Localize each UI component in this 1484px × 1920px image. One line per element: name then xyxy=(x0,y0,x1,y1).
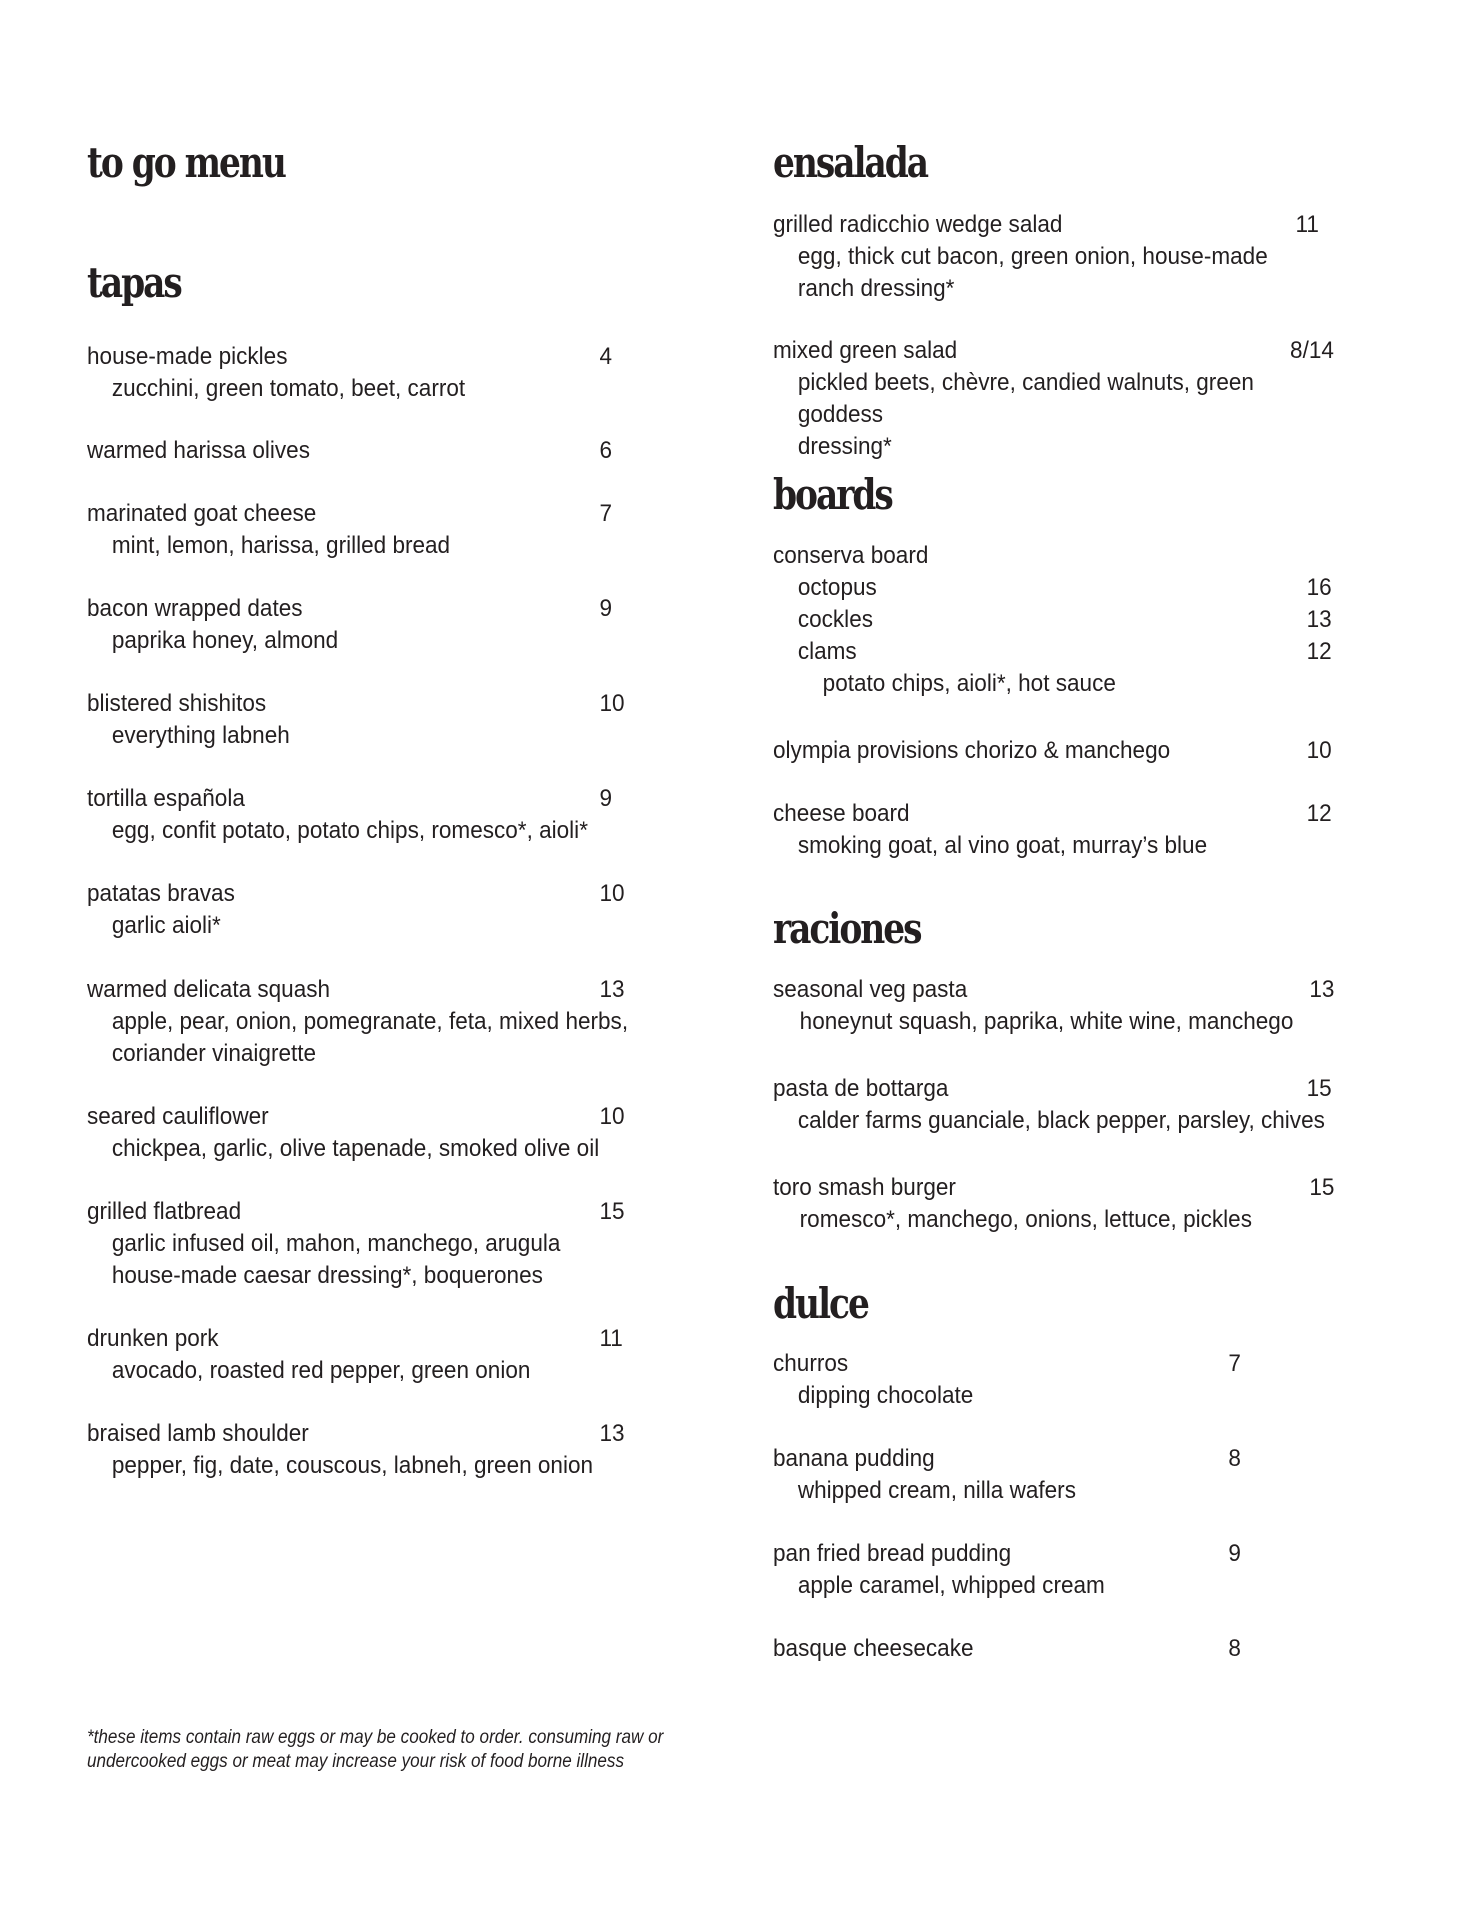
item-name: drunken pork xyxy=(87,1325,219,1352)
item-price: 15 xyxy=(1306,1075,1332,1102)
board-option-cockles xyxy=(773,604,1332,636)
menu-item-patatas-bravas xyxy=(87,878,639,942)
menu-item-warmed-delicata-squash xyxy=(87,974,639,1070)
menu-item-pan-fried-bread-pudding xyxy=(773,1538,1325,1602)
item-description: garlic infused oil, mahon, manchego, arugula house-made caesar dressing*, boquerones xyxy=(111,1230,561,1289)
item-name: olympia provisions chorizo & manchego xyxy=(773,737,1171,764)
item-price: 10 xyxy=(599,880,625,907)
item-name: grilled flatbread xyxy=(87,1198,242,1225)
item-name: braised lamb shoulder xyxy=(87,1420,309,1447)
item-price: 13 xyxy=(1309,976,1335,1003)
menu-item-bacon-wrapped-dates xyxy=(87,593,639,657)
item-price: 10 xyxy=(1306,737,1332,764)
item-price: 9 xyxy=(1228,1540,1241,1567)
item-price: 8 xyxy=(1228,1445,1241,1472)
option-name: cockles xyxy=(797,606,874,633)
item-name: pan fried bread pudding xyxy=(773,1540,1012,1567)
item-price: 13 xyxy=(599,1420,625,1447)
item-price: 8/14 xyxy=(1290,337,1334,364)
item-description: egg, confit potato, potato chips, romesco*, aioli* xyxy=(111,817,588,844)
item-price: 7 xyxy=(1228,1350,1241,1377)
menu-item-braised-lamb-shoulder xyxy=(87,1418,639,1482)
item-price: 8 xyxy=(1228,1635,1241,1662)
item-price: 10 xyxy=(599,1103,625,1130)
item-name: grilled radicchio wedge salad xyxy=(773,211,1063,238)
item-description: honeynut squash, paprika, white wine, manchego xyxy=(799,1008,1294,1035)
option-price: 16 xyxy=(1306,574,1332,601)
option-name: octopus xyxy=(797,574,877,601)
item-price: 15 xyxy=(599,1198,625,1225)
item-name: seared cauliflower xyxy=(87,1103,269,1130)
menu-item-conserva-board xyxy=(773,540,1332,700)
menu-item-warmed-harissa-olives xyxy=(87,435,639,467)
menu-item-blistered-shishitos xyxy=(87,688,639,752)
item-name: seasonal veg pasta xyxy=(773,976,968,1003)
item-description: dipping chocolate xyxy=(797,1382,974,1409)
item-description: pepper, fig, date, couscous, labneh, green onion xyxy=(111,1452,594,1479)
item-name: pasta de bottarga xyxy=(773,1075,949,1102)
item-description: smoking goat, al vino goat, murray’s blue xyxy=(797,832,1208,859)
menu-item-mixed-green-salad xyxy=(773,335,1334,463)
board-option-clams xyxy=(773,636,1332,668)
item-name: mixed green salad xyxy=(773,337,958,364)
item-price: 9 xyxy=(599,785,612,812)
page-title: to go menu xyxy=(87,138,285,187)
item-price: 13 xyxy=(599,976,625,1003)
menu-item-grilled-radicchio-wedge-salad xyxy=(773,209,1325,305)
item-description: mint, lemon, harissa, grilled bread xyxy=(111,532,451,559)
allergen-footnote: *these items contain raw eggs or may be cooked to order. consuming raw or undercooked eggs or meat may increase your risk of food borne illness xyxy=(87,1727,664,1772)
item-description: chickpea, garlic, olive tapenade, smoked olive oil xyxy=(111,1135,600,1162)
section-heading-tapas: tapas xyxy=(87,258,181,307)
item-description: whipped cream, nilla wafers xyxy=(797,1477,1076,1504)
menu-item-churros xyxy=(773,1348,1325,1412)
item-name: house-made pickles xyxy=(87,343,288,370)
item-name: conserva board xyxy=(773,542,929,569)
menu-item-cheese-board xyxy=(773,798,1332,862)
menu-item-banana-pudding xyxy=(773,1443,1325,1507)
item-price: 15 xyxy=(1309,1174,1335,1201)
menu-item-basque-cheesecake xyxy=(773,1633,1325,1665)
item-name: marinated goat cheese xyxy=(87,500,317,527)
option-price: 12 xyxy=(1306,638,1332,665)
item-description: avocado, roasted red pepper, green onion xyxy=(111,1357,531,1384)
item-price: 12 xyxy=(1306,800,1332,827)
item-name: banana pudding xyxy=(773,1445,935,1472)
item-description: zucchini, green tomato, beet, carrot xyxy=(111,375,466,402)
item-price: 7 xyxy=(599,500,612,527)
item-price: 9 xyxy=(599,595,612,622)
menu-item-marinated-goat-cheese xyxy=(87,498,639,562)
item-name: cheese board xyxy=(773,800,910,827)
section-heading-ensalada: ensalada xyxy=(773,138,928,187)
item-description: garlic aioli* xyxy=(111,912,221,939)
item-name: tortilla española xyxy=(87,785,245,812)
menu-item-olympia-provisions-chorizo xyxy=(773,735,1332,767)
item-price: 4 xyxy=(599,343,612,370)
menu-item-grilled-flatbread xyxy=(87,1196,639,1292)
item-description: apple, pear, onion, pomegranate, feta, mixed herbs, coriander vinaigrette xyxy=(111,1008,629,1067)
item-name: warmed harissa olives xyxy=(87,437,310,464)
menu-item-toro-smash-burger xyxy=(773,1172,1335,1236)
option-name: clams xyxy=(797,638,857,665)
item-description: paprika honey, almond xyxy=(111,627,339,654)
item-name: bacon wrapped dates xyxy=(87,595,303,622)
menu-item-house-made-pickles xyxy=(87,341,639,405)
item-name: toro smash burger xyxy=(773,1174,956,1201)
item-price: 6 xyxy=(599,437,612,464)
item-name: blistered shishitos xyxy=(87,690,267,717)
section-heading-boards: boards xyxy=(773,470,892,519)
option-price: 13 xyxy=(1306,606,1332,633)
item-description: potato chips, aioli*, hot sauce xyxy=(822,670,1116,697)
item-description: egg, thick cut bacon, green onion, house-made ranch dressing* xyxy=(797,243,1268,302)
menu-item-pasta-de-bottarga xyxy=(773,1073,1332,1137)
item-name: churros xyxy=(773,1350,849,1377)
item-name: patatas bravas xyxy=(87,880,235,907)
item-description: everything labneh xyxy=(111,722,290,749)
menu-item-tortilla-espanola xyxy=(87,783,639,847)
menu-item-seasonal-veg-pasta xyxy=(773,974,1335,1038)
item-name: warmed delicata squash xyxy=(87,976,331,1003)
section-heading-dulce: dulce xyxy=(773,1279,868,1328)
item-name: basque cheesecake xyxy=(773,1635,974,1662)
item-description: pickled beets, chèvre, candied walnuts, green goddess dressing* xyxy=(797,369,1254,460)
item-description: romesco*, manchego, onions, lettuce, pickles xyxy=(799,1206,1252,1233)
item-price: 10 xyxy=(599,690,625,717)
board-option-octopus xyxy=(773,572,1332,604)
menu-item-drunken-pork xyxy=(87,1323,639,1387)
section-heading-raciones: raciones xyxy=(773,904,921,953)
item-price: 11 xyxy=(1295,211,1319,238)
item-price: 11 xyxy=(599,1325,623,1352)
item-description: apple caramel, whipped cream xyxy=(797,1572,1105,1599)
menu-item-seared-cauliflower xyxy=(87,1101,639,1165)
item-description: calder farms guanciale, black pepper, parsley, chives xyxy=(797,1107,1325,1134)
